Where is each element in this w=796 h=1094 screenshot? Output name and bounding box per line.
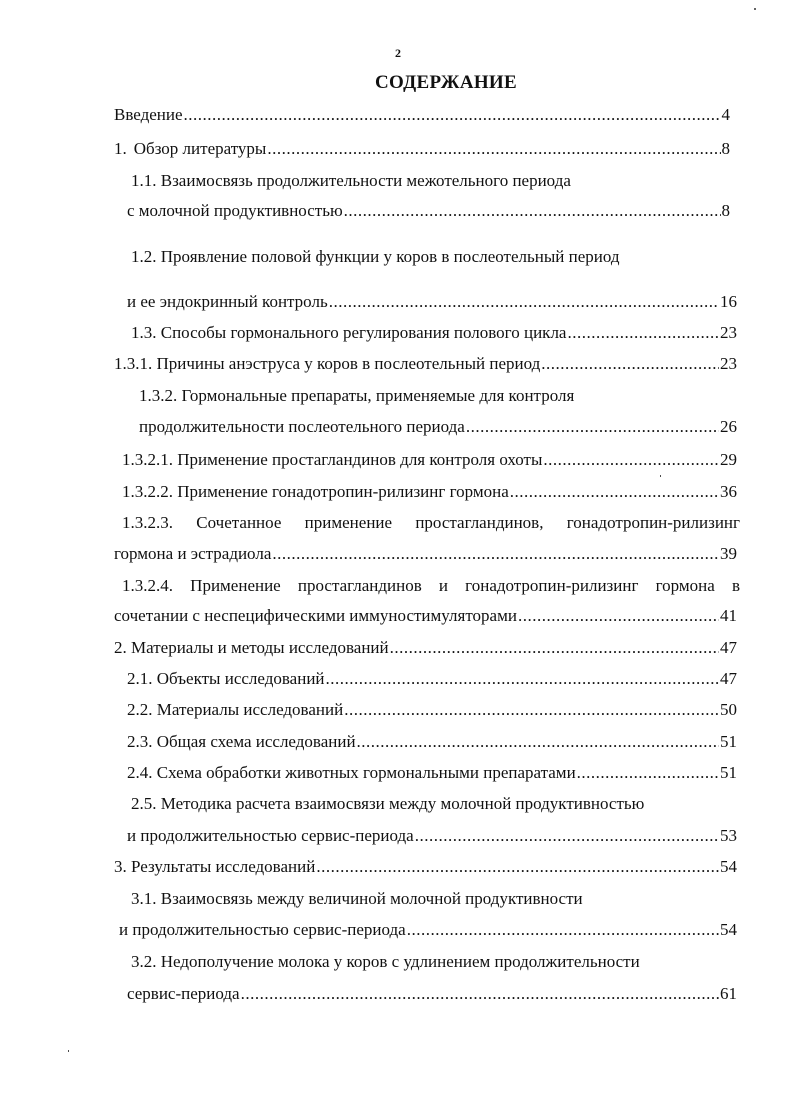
toc-page-number: 51: [720, 763, 737, 782]
toc-entry-text: гормона и эстрадиола: [114, 544, 272, 563]
toc-entry-1-3: [131, 322, 737, 344]
toc-leader-dots: [407, 919, 719, 941]
toc-entry-text: и продолжительностью сервис-периода: [119, 920, 406, 939]
toc-leader-dots: [543, 449, 719, 471]
toc-page-number: 51: [720, 732, 737, 751]
toc-entry-1-3-2-3: [114, 543, 737, 565]
toc-page-number: 36: [720, 482, 737, 501]
toc-entry-text: 1.3.2.2. Применение гонадотропин-рилизинг гормона: [122, 482, 509, 501]
toc-leader-dots: [466, 416, 719, 438]
scan-speck: [660, 475, 661, 477]
toc-entry-text: сочетании с неспецифическими иммуностимуляторами: [114, 606, 517, 625]
toc-entry-text: 2.4. Схема обработки животных гормональными препаратами: [127, 763, 576, 782]
page-number: 2: [395, 46, 401, 60]
toc-entry-1-2-line1: 1.2. Проявление половой функции у коров в послеотельный период: [131, 247, 620, 266]
toc-entry-1-3-2: [139, 416, 737, 438]
toc-page-number: 26: [720, 417, 737, 436]
toc-page-number: 47: [720, 638, 737, 657]
toc-entry-1-1: [127, 200, 730, 222]
toc-entry-2-2: [127, 699, 737, 721]
toc-page-number: 8: [721, 139, 730, 158]
toc-page-number: 39: [720, 544, 737, 563]
toc-entry-text: 1.3.2.1. Применение простагландинов для контроля охоты: [122, 450, 543, 469]
toc-entry-1-3-2-line1: 1.3.2. Гормональные препараты, применяемые для контроля: [139, 386, 575, 405]
toc-entry-text: Обзор литературы: [133, 139, 267, 158]
toc-leader-dots: [344, 200, 721, 222]
toc-page-number: 47: [720, 669, 737, 688]
toc-leader-dots: [326, 668, 719, 690]
scan-speck: [68, 1050, 69, 1052]
toc-entry-text: продолжительности послеотельного периода: [139, 417, 465, 436]
toc-entry-1-3-2-4-line1: 1.3.2.4. Применение простагландинов и гонадотропин-рилизинг гормона в: [122, 576, 740, 595]
toc-entry-text: Введение: [114, 105, 183, 124]
toc-entry-1-1-line1: 1.1. Взаимосвязь продолжительности межотельного периода: [131, 171, 571, 190]
toc-page-number: 50: [720, 700, 737, 719]
toc-entry-3: [114, 856, 737, 878]
toc-entry-1-3-2-1: [122, 449, 737, 471]
toc-leader-dots: [567, 322, 719, 344]
toc-page-number: 16: [720, 292, 737, 311]
toc-leader-dots: [329, 291, 719, 313]
toc-page-number: 29: [720, 450, 737, 469]
toc-entry-3-1: [119, 919, 737, 941]
toc-entry-text: и продолжительностью сервис-периода: [127, 826, 414, 845]
toc-entry-2: [114, 637, 737, 659]
toc-entry-1-3-2-3-line1: 1.3.2.3. Сочетанное применение простагландинов, гонадотропин-рилизинг: [122, 513, 740, 532]
toc-entry-1-2: [127, 291, 737, 313]
page-title: СОДЕРЖАНИЕ: [375, 72, 517, 93]
toc-leader-dots: [415, 825, 719, 847]
toc-entry-intro: [114, 104, 730, 126]
toc-leader-dots: [577, 762, 719, 784]
toc-entry-text: и ее эндокринный контроль: [127, 292, 328, 311]
toc-page-number: 41: [720, 606, 737, 625]
toc-leader-dots: [272, 543, 719, 565]
toc-page-number: 8: [721, 201, 730, 220]
toc-entry-3-2-line1: 3.2. Недополучение молока у коров с удлинением продолжительности: [131, 952, 640, 971]
toc-entry-text: 2.3. Общая схема исследований: [127, 732, 356, 751]
toc-entry-text: 2.1. Объекты исследований: [127, 669, 325, 688]
toc-page-number: 53: [720, 826, 737, 845]
toc-entry-text: 2.2. Материалы исследований: [127, 700, 344, 719]
toc-entry-text: 2. Материалы и методы исследований: [114, 638, 389, 657]
toc-entry-text: с молочной продуктивностью: [127, 201, 343, 220]
toc-entry-3-1-line1: 3.1. Взаимосвязь между величиной молочной продуктивности: [131, 889, 583, 908]
toc-entry-literature-review: [114, 138, 730, 160]
toc-entry-2-5-line1: 2.5. Методика расчета взаимосвязи между молочной продуктивностью: [131, 794, 645, 813]
toc-entry-text: 1.3.1. Причины анэструса у коров в послеотельный период: [114, 354, 541, 373]
toc-page-number: 23: [720, 323, 737, 342]
toc-leader-dots: [267, 138, 720, 160]
toc-entry-3-2: [127, 983, 737, 1005]
toc-entry-text: 1.3. Способы гормонального регулирования полового цикла: [131, 323, 567, 342]
toc-leader-dots: [510, 481, 719, 503]
toc-entry-1-3-2-2: [122, 481, 737, 503]
toc-leader-dots: [518, 605, 719, 627]
toc-page-number: 61: [720, 984, 737, 1003]
toc-page-number: 54: [720, 857, 737, 876]
toc-leader-dots: [390, 637, 719, 659]
toc-leader-dots: [344, 699, 719, 721]
toc-entry-text: 3. Результаты исследований: [114, 857, 316, 876]
toc-entry-1-3-2-4: [114, 605, 737, 627]
toc-entry-2-4: [127, 762, 737, 784]
toc-entry-1-3-1: [114, 353, 737, 375]
toc-page-number: 54: [720, 920, 737, 939]
toc-entry-2-3: [127, 731, 737, 753]
toc-leader-dots: [184, 104, 721, 126]
toc-page-number: 23: [720, 354, 737, 373]
scan-speck: [754, 8, 756, 10]
toc-leader-dots: [316, 856, 719, 878]
toc-entry-2-1: [127, 668, 737, 690]
toc-leader-dots: [241, 983, 719, 1005]
toc-page-number: 4: [721, 105, 730, 124]
toc-leader-dots: [541, 353, 719, 375]
toc-entry-text: сервис-периода: [127, 984, 240, 1003]
toc-entry-number: 1.: [114, 139, 127, 158]
toc-leader-dots: [357, 731, 719, 753]
toc-entry-2-5: [127, 825, 737, 847]
